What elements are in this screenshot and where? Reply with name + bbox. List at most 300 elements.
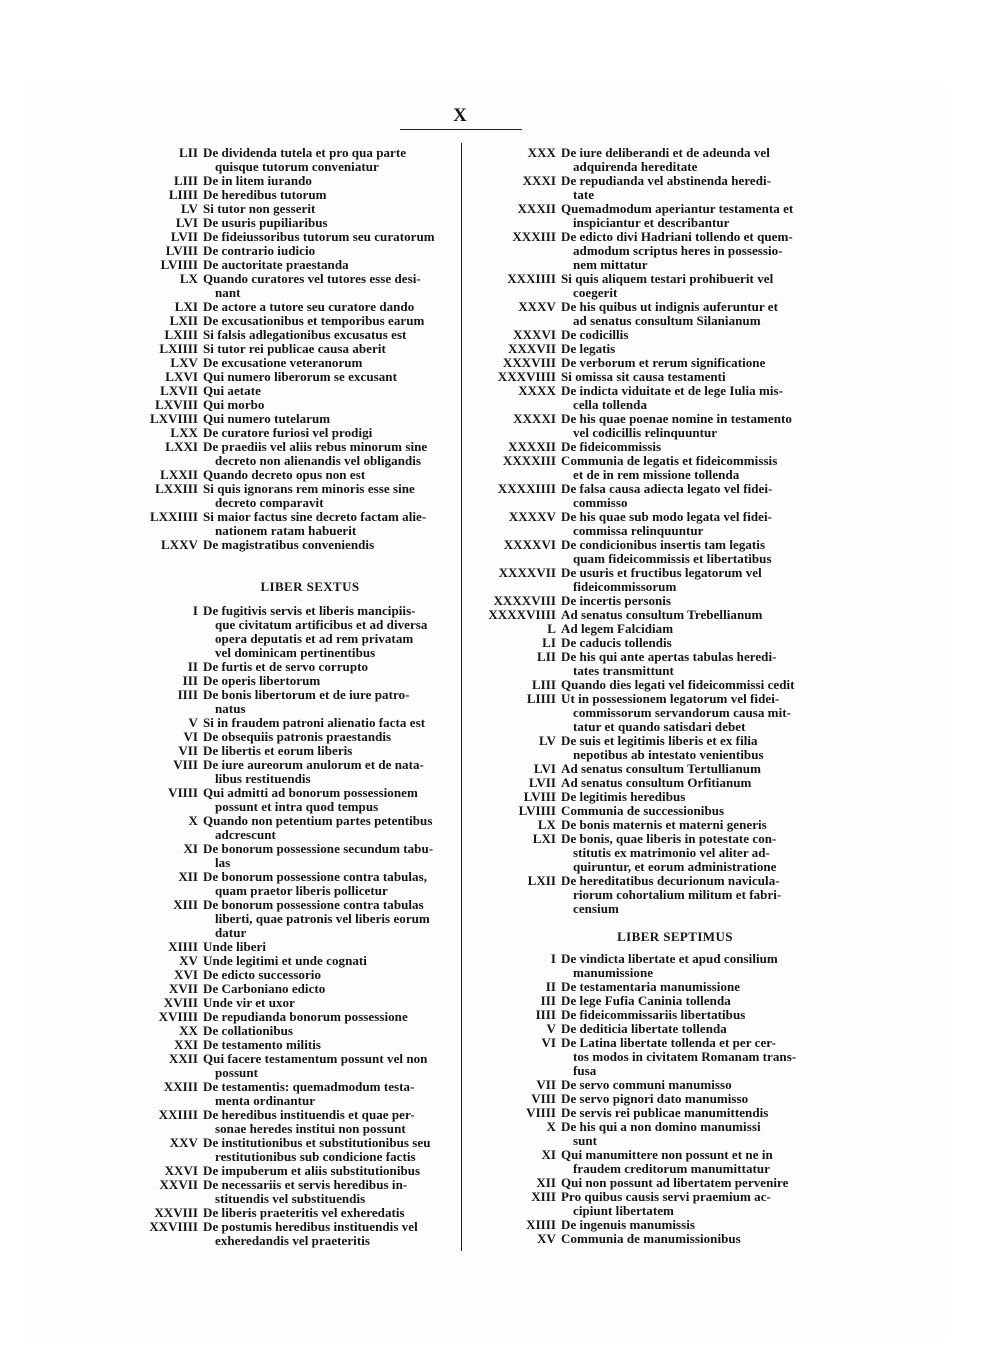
title-text-continuation: que civitatum artificibus et ad diversa — [215, 617, 428, 632]
title-text — [203, 660, 450, 674]
title-text-line: Si omissa sit causa testamenti — [561, 369, 726, 384]
title-text-line: De in litem iurando — [203, 173, 312, 188]
toc-entry — [468, 1148, 812, 1176]
title-text-line: Qui morbo — [203, 397, 265, 412]
title-text-line: Communia de legatis et fideicommissis — [561, 453, 778, 468]
title-text-continuation: tos modos in civitatem Romanam trans- — [573, 1049, 797, 1064]
title-text — [561, 510, 812, 538]
title-number: XV — [537, 1231, 556, 1246]
title-text-line: De collationibus — [203, 1023, 294, 1038]
title-number: XXXVII — [508, 341, 556, 356]
title-number: XIIII — [526, 1217, 556, 1232]
title-number: XII — [178, 869, 198, 884]
title-text — [561, 482, 812, 510]
toc-entry — [130, 1206, 450, 1220]
title-text — [203, 342, 450, 356]
toc-entry — [130, 996, 450, 1010]
title-text — [203, 996, 450, 1010]
title-text-line: De his quae poenae nomine in testamento — [561, 411, 792, 426]
title-text — [203, 328, 450, 342]
title-number: XI — [541, 1147, 556, 1162]
title-text — [561, 1190, 812, 1218]
toc-entry — [130, 216, 450, 230]
toc-entry — [468, 1022, 812, 1036]
column-divider — [461, 143, 462, 1251]
toc-entry — [468, 328, 812, 342]
title-text — [203, 510, 450, 538]
title-text — [561, 980, 812, 994]
title-text-line: De fideiussoribus tutorum seu curatorum — [203, 229, 435, 244]
title-text — [203, 202, 450, 216]
title-text — [561, 1106, 812, 1120]
toc-entry — [130, 898, 450, 940]
toc-entry — [130, 982, 450, 996]
title-text — [561, 1176, 812, 1190]
title-text-line: De magistratibus conveniendis — [203, 537, 375, 552]
title-text-line: Qui manumittere non possunt et ne in — [561, 1147, 773, 1162]
title-text — [203, 1108, 450, 1136]
title-text — [203, 426, 450, 440]
title-text — [203, 440, 450, 468]
title-text — [203, 842, 450, 870]
title-text-line: Qui admitti ad bonorum possessionem — [203, 785, 418, 800]
toc-entry — [468, 636, 812, 650]
title-number: XXXVI — [513, 327, 556, 342]
toc-entry — [468, 1106, 812, 1120]
title-text-line: De usuris pupiliaribus — [203, 215, 328, 230]
toc-entry — [468, 482, 812, 510]
title-text — [561, 1022, 812, 1036]
title-text-line: Ut in possessionem legatorum vel fidei- — [561, 691, 780, 706]
title-text — [561, 650, 812, 678]
toc-entry — [468, 818, 812, 832]
title-text-line: De usuris et fructibus legatorum vel — [561, 565, 762, 580]
title-text — [561, 328, 812, 342]
title-number: XIII — [173, 897, 198, 912]
title-text — [203, 1010, 450, 1024]
title-text — [561, 1078, 812, 1092]
title-number: VII — [536, 1077, 556, 1092]
title-number: XXXXVIII — [493, 593, 556, 608]
title-number: LIII — [531, 677, 556, 692]
title-text-line: De incertis personis — [561, 593, 672, 608]
title-text — [203, 1178, 450, 1206]
toc-entry — [468, 994, 812, 1008]
toc-entry — [468, 370, 812, 384]
toc-entry — [468, 622, 812, 636]
title-text-continuation: decreto comparavit — [215, 495, 324, 510]
title-number: LIIII — [168, 187, 198, 202]
title-text-continuation: exheredandis vel praeteritis — [215, 1233, 370, 1248]
title-text — [203, 482, 450, 510]
title-text — [561, 776, 812, 790]
title-text — [203, 188, 450, 202]
toc-entry — [130, 384, 450, 398]
title-text — [203, 300, 450, 314]
title-text-line: Communia de manumissionibus — [561, 1231, 741, 1246]
page-number: X — [453, 105, 467, 126]
toc-entry — [130, 660, 450, 674]
title-number: L — [547, 621, 556, 636]
title-number: XXXIII — [512, 229, 556, 244]
title-text — [561, 1120, 812, 1148]
title-text — [561, 356, 812, 370]
title-text — [561, 874, 812, 916]
title-text — [561, 146, 812, 174]
title-number: XXXXVIIII — [488, 607, 556, 622]
title-text-continuation: vel dominicam pertinentibus — [215, 645, 376, 660]
title-number: I — [192, 603, 198, 618]
title-number: XIII — [531, 1189, 556, 1204]
title-text-continuation: restitutionibus sub condicione factis — [215, 1149, 416, 1164]
title-text-line: De obsequiis patronis praestandis — [203, 729, 392, 744]
toc-entry — [468, 538, 812, 566]
title-text-line: De lege Fufia Caninia tollenda — [561, 993, 731, 1008]
toc-entry — [468, 734, 812, 762]
title-text-continuation: menta ordinantur — [215, 1093, 316, 1108]
toc-entry — [468, 510, 812, 538]
title-text-line: Ad legem Falcidiam — [561, 621, 674, 636]
title-number: LV — [539, 733, 556, 748]
title-text-line: De testamentaria manumissione — [561, 979, 741, 994]
title-text — [561, 1008, 812, 1022]
title-text — [561, 538, 812, 566]
title-text-line: De operis libertorum — [203, 673, 321, 688]
title-text-line: De impuberum et aliis substitutionibus — [203, 1163, 421, 1178]
title-text — [561, 622, 812, 636]
title-number: LXIIII — [159, 341, 198, 356]
title-number: XXXXVII — [498, 565, 556, 580]
title-text — [561, 994, 812, 1008]
title-text-continuation: riorum cohortalium militum et fabri- — [573, 887, 782, 902]
toc-entry — [468, 952, 812, 980]
toc-entry — [130, 674, 450, 688]
toc-entry — [468, 1036, 812, 1078]
title-text-line: De vindicta libertate et apud consilium — [561, 951, 778, 966]
title-text — [203, 244, 450, 258]
title-text-line: De contrario iudicio — [203, 243, 316, 258]
title-number: LVIIII — [518, 803, 556, 818]
title-number: LXXI — [165, 439, 198, 454]
title-number: VIII — [531, 1091, 556, 1106]
title-text-line: De legatis — [561, 341, 616, 356]
toc-entry — [130, 1220, 450, 1248]
title-text — [203, 674, 450, 688]
toc-entry — [468, 594, 812, 608]
title-text — [561, 566, 812, 594]
title-text-continuation: opera deputatis et ad rem privatam — [215, 631, 414, 646]
toc-entry — [130, 342, 450, 356]
toc-entry — [130, 510, 450, 538]
title-text-line: De auctoritate praestanda — [203, 257, 349, 272]
title-text-line: De suis et legitimis liberis et ex filia — [561, 733, 758, 748]
title-number: LXXV — [160, 537, 198, 552]
title-text-continuation: cella tollenda — [573, 397, 647, 412]
title-text-line: De iure deliberandi et de adeunda vel — [561, 145, 770, 160]
title-number: XXVIIII — [149, 1219, 198, 1234]
title-number: XXXI — [522, 173, 556, 188]
title-number: XXXIIII — [507, 271, 556, 286]
title-text-line: De heredibus instituendis et quae per- — [203, 1107, 415, 1122]
title-text — [203, 1164, 450, 1178]
toc-entry — [130, 968, 450, 982]
toc-entry — [468, 776, 812, 790]
title-number: IIII — [177, 687, 198, 702]
title-number: III — [182, 673, 198, 688]
title-number: XX — [179, 1023, 198, 1038]
title-text — [203, 272, 450, 300]
title-text — [203, 870, 450, 898]
title-number: LII — [179, 145, 198, 160]
toc-entry — [468, 174, 812, 202]
title-text — [561, 678, 812, 692]
title-text — [203, 230, 450, 244]
title-text-line: Ad senatus consultum Trebellianum — [561, 607, 763, 622]
title-text-line: De his qui ante apertas tabulas heredi- — [561, 649, 777, 664]
toc-entry — [468, 356, 812, 370]
title-text — [203, 688, 450, 716]
title-number: XXII — [168, 1051, 198, 1066]
title-text-line: Qui facere testamentum possunt vel non — [203, 1051, 428, 1066]
title-number: XXI — [174, 1037, 198, 1052]
title-number: XXVIII — [154, 1205, 198, 1220]
title-number: XXXXI — [513, 411, 556, 426]
title-number: XV — [179, 953, 198, 968]
title-text — [561, 692, 812, 734]
title-number: XVIIII — [158, 1009, 198, 1024]
title-text-line: Unde vir et uxor — [203, 995, 295, 1010]
title-text-line: Quando decreto opus non est — [203, 467, 366, 482]
title-text-continuation: possunt et intra quod tempus — [215, 799, 379, 814]
title-number: XXXXII — [508, 439, 556, 454]
toc-entry — [468, 650, 812, 678]
title-text-continuation: possunt — [215, 1065, 258, 1080]
title-number: LVIII — [165, 243, 198, 258]
title-text-line: De bonorum possessione secundum tabu- — [203, 841, 434, 856]
title-text-line: De heredibus tutorum — [203, 187, 327, 202]
title-text-continuation: cipiunt libertatem — [573, 1203, 674, 1218]
toc-entry — [130, 188, 450, 202]
title-number: XXV — [169, 1135, 198, 1150]
toc-entry — [468, 1190, 812, 1218]
title-text-continuation: ad senatus consultum Silanianum — [573, 313, 761, 328]
title-text-line: Si falsis adlegationibus excusatus est — [203, 327, 407, 342]
title-text — [561, 1036, 812, 1078]
toc-entry — [468, 384, 812, 412]
title-text-line: De indicta viduitate et de lege Iulia mis- — [561, 383, 783, 398]
title-number: XII — [536, 1175, 556, 1190]
toc-entry — [130, 468, 450, 482]
title-text-line: De liberis praeteritis vel exheredatis — [203, 1205, 405, 1220]
title-text-line: De excusationibus et temporibus earum — [203, 313, 425, 328]
title-number: XXXXVI — [503, 537, 556, 552]
title-text — [561, 300, 812, 328]
title-text-line: Ad senatus consultum Tertullianum — [561, 761, 761, 776]
title-text-line: De servis rei publicae manumittendis — [561, 1105, 769, 1120]
title-text — [203, 398, 450, 412]
title-text-line: Si tutor rei publicae causa aberit — [203, 341, 386, 356]
toc-entry — [468, 566, 812, 594]
title-text-line: De bonorum possessione contra tabulas — [203, 897, 424, 912]
title-number: LXII — [527, 873, 556, 888]
toc-entry — [468, 980, 812, 994]
title-text-continuation: sunt — [573, 1133, 598, 1148]
title-text-continuation: quam fideicommissis et libertatibus — [573, 551, 772, 566]
title-text — [561, 272, 812, 300]
toc-entry — [468, 1092, 812, 1106]
title-text-continuation: coegerit — [573, 285, 618, 300]
toc-entry — [468, 1008, 812, 1022]
toc-entry — [130, 230, 450, 244]
toc-entry — [130, 814, 450, 842]
title-text-line: Communia de successionibus — [561, 803, 725, 818]
title-text — [561, 454, 812, 482]
title-number: V — [546, 1021, 556, 1036]
toc-entry — [130, 244, 450, 258]
title-text-continuation: stitutis ex matrimonio vel aliter ad- — [573, 845, 770, 860]
title-text — [561, 384, 812, 412]
title-number: XXXVIIII — [497, 369, 556, 384]
title-text-continuation: fusa — [573, 1063, 597, 1078]
title-text-line: De legitimis heredibus — [561, 789, 686, 804]
title-text — [203, 1220, 450, 1248]
title-number: VIIII — [168, 785, 198, 800]
title-number: XXVI — [164, 1163, 198, 1178]
title-text-line: De curatore furiosi vel prodigi — [203, 425, 373, 440]
title-text-continuation: manumissione — [573, 965, 654, 980]
title-text-line: De bonis, quae liberis in potestate con- — [561, 831, 777, 846]
toc-entry — [130, 272, 450, 300]
title-number: LVII — [528, 775, 556, 790]
title-text — [203, 730, 450, 744]
toc-entry — [130, 1038, 450, 1052]
title-text-continuation: tates transmittunt — [573, 663, 674, 678]
title-number: XXXV — [518, 299, 556, 314]
title-text-line: De bonis libertorum et de iure patro- — [203, 687, 410, 702]
toc-entry — [130, 1178, 450, 1206]
toc-entry — [130, 146, 450, 174]
title-number: LX — [537, 817, 556, 832]
title-text-continuation: inspiciantur et describantur — [573, 215, 730, 230]
title-number: LXII — [169, 313, 198, 328]
title-text-line: De dediticia libertate tollenda — [561, 1021, 727, 1036]
title-number: XXXXIIII — [497, 481, 556, 496]
toc-entry — [130, 174, 450, 188]
title-number: LVI — [175, 215, 198, 230]
title-text-line: De hereditatibus decurionum navicula- — [561, 873, 780, 888]
title-number: LXI — [174, 299, 198, 314]
toc-entry — [468, 412, 812, 440]
toc-entry — [468, 1176, 812, 1190]
title-text — [561, 1148, 812, 1176]
title-text — [561, 952, 812, 980]
toc-entry — [130, 356, 450, 370]
left-entries-top — [130, 146, 450, 552]
toc-entry — [468, 230, 812, 272]
toc-entry — [468, 1120, 812, 1148]
title-text-line: De edicto successorio — [203, 967, 322, 982]
toc-entry — [130, 744, 450, 758]
title-text-continuation: censium — [573, 901, 619, 916]
title-text — [561, 202, 812, 230]
title-text-continuation: fraudem creditorum manumittatur — [573, 1161, 771, 1176]
title-text — [203, 174, 450, 188]
toc-entry — [468, 454, 812, 482]
toc-entry — [468, 1232, 812, 1246]
title-text — [561, 412, 812, 440]
title-text-continuation: nant — [215, 285, 241, 300]
title-text-line: De servo pignori dato manumisso — [561, 1091, 749, 1106]
toc-entry — [130, 786, 450, 814]
title-number: XXXVIII — [502, 355, 556, 370]
title-text-line: De libertis et eorum liberis — [203, 743, 353, 758]
title-number: LIII — [173, 173, 198, 188]
title-text-line: De Latina libertate tollenda et per cer- — [561, 1035, 776, 1050]
title-number: LXV — [170, 355, 198, 370]
toc-entry — [130, 730, 450, 744]
title-text-continuation: vel codicillis relinquuntur — [573, 425, 718, 440]
book-heading-sextus: LIBER SEXTUS — [260, 579, 360, 594]
title-text — [203, 898, 450, 940]
title-text — [203, 1080, 450, 1108]
toc-entry — [130, 426, 450, 440]
header-rule — [400, 129, 522, 130]
title-number: XXXX — [518, 383, 556, 398]
title-text — [203, 954, 450, 968]
title-number: XXVII — [159, 1177, 198, 1192]
title-text — [203, 314, 450, 328]
title-text — [203, 468, 450, 482]
title-text — [203, 982, 450, 996]
book-heading-septimus: LIBER SEPTIMUS — [617, 929, 733, 944]
left-entries-book — [130, 604, 450, 1248]
right-entries-book — [468, 952, 812, 1246]
title-text-line: Qui non possunt ad libertatem pervenire — [561, 1175, 789, 1190]
title-text-continuation: nem mittatur — [573, 257, 648, 272]
title-number: LXXII — [160, 467, 198, 482]
title-text-continuation: commissa relinquuntur — [573, 523, 704, 538]
toc-entry — [468, 608, 812, 622]
title-text-continuation: las — [215, 855, 231, 870]
title-text-line: Qui aetate — [203, 383, 261, 398]
title-number: LVIIII — [160, 257, 198, 272]
title-number: XXXXV — [508, 509, 556, 524]
title-text — [203, 1206, 450, 1220]
title-text — [203, 1052, 450, 1080]
toc-entry — [130, 1052, 450, 1080]
title-number: LXVIII — [155, 397, 198, 412]
toc-entry — [468, 804, 812, 818]
toc-entry — [130, 538, 450, 552]
title-text-line: De caducis tollendis — [561, 635, 672, 650]
title-text-continuation: quisque tutorum conveniatur — [215, 159, 379, 174]
title-number: VI — [183, 729, 198, 744]
toc-entry — [130, 412, 450, 426]
title-text — [561, 370, 812, 384]
title-text — [203, 716, 450, 730]
title-text — [561, 342, 812, 356]
title-text-line: De testamentis: quemadmodum testa- — [203, 1079, 415, 1094]
title-number: LXI — [532, 831, 556, 846]
toc-entry — [468, 762, 812, 776]
title-number: LII — [537, 649, 556, 664]
toc-entry — [130, 940, 450, 954]
title-text — [203, 356, 450, 370]
title-text — [203, 384, 450, 398]
title-text-continuation: adquirenda hereditate — [573, 159, 698, 174]
title-text — [561, 1218, 812, 1232]
title-number: LV — [181, 201, 198, 216]
